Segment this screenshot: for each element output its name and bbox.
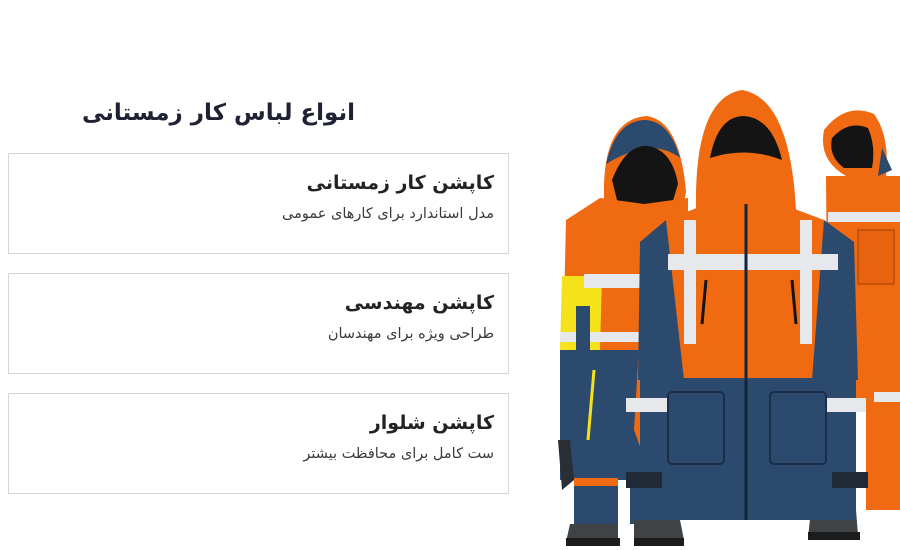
section-title: انواع لباس کار زمستانی bbox=[81, 100, 355, 126]
card-title: کاپشن شلوار bbox=[369, 412, 494, 434]
card-description: ست کامل برای محافظت بیشتر bbox=[303, 446, 494, 462]
card-title: کاپشن کار زمستانی bbox=[306, 172, 494, 194]
card-description: طراحی ویژه برای مهندسان bbox=[327, 326, 494, 342]
hero-image-winter-jackets bbox=[556, 80, 900, 550]
card-jacket-pants-set[interactable] bbox=[8, 393, 509, 494]
card-engineering-jacket[interactable] bbox=[8, 273, 509, 374]
card-title: کاپشن مهندسی bbox=[344, 292, 494, 314]
card-list bbox=[8, 153, 509, 513]
card-description: مدل استاندارد برای کارهای عمومی bbox=[282, 206, 494, 222]
card-winter-work-jacket[interactable] bbox=[8, 153, 509, 254]
